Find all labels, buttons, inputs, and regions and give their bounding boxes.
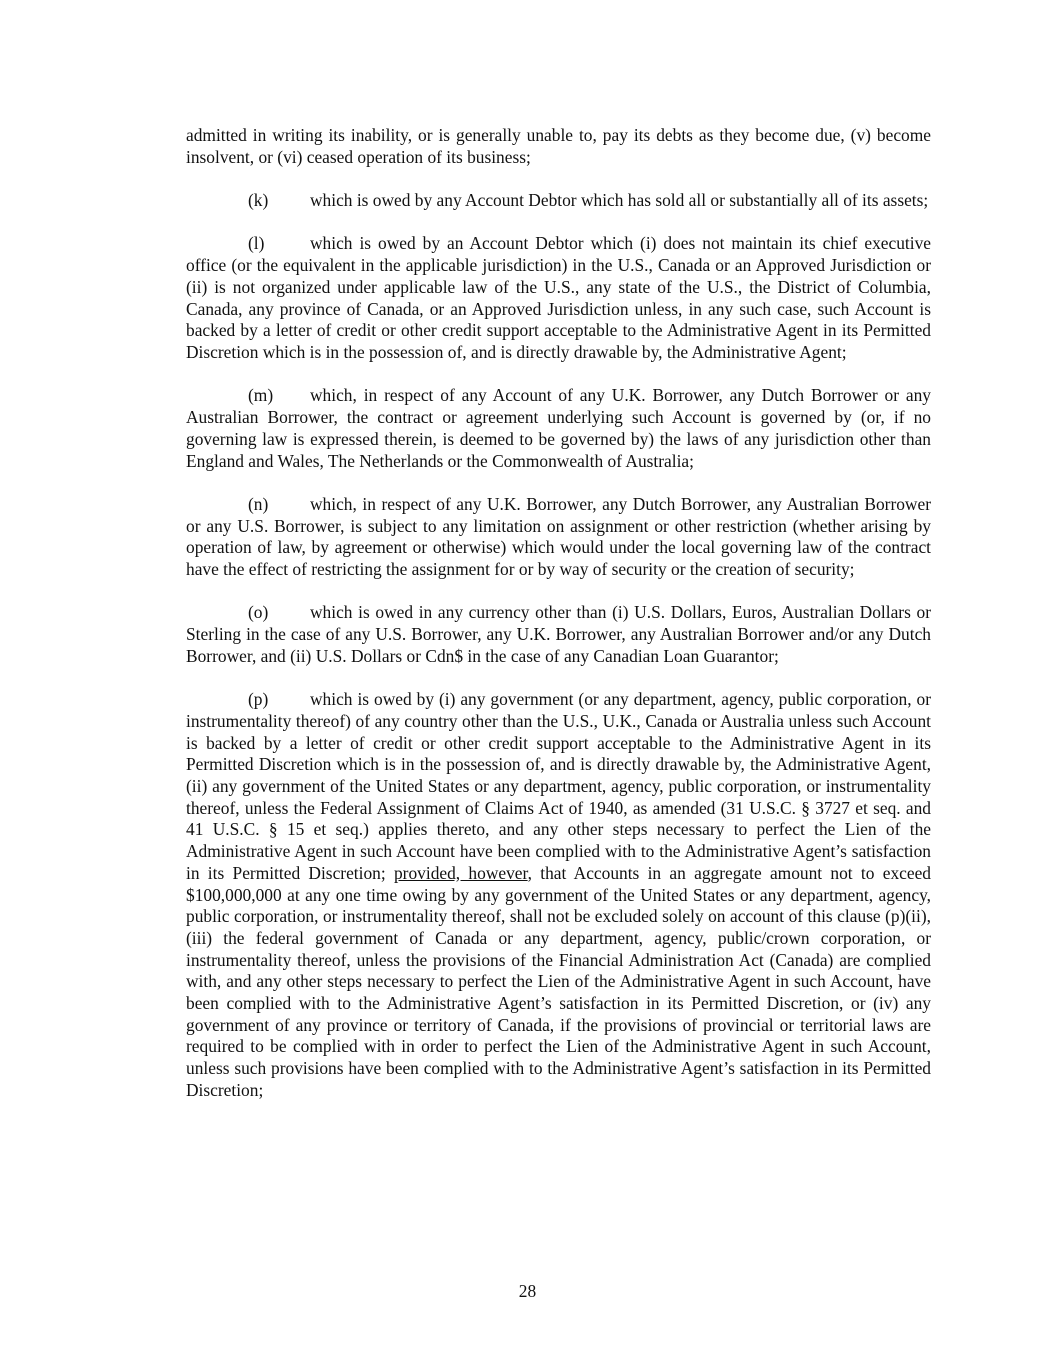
clause-m-label: (m) — [248, 385, 274, 406]
clause-o — [186, 602, 931, 667]
clause-l-text: which is owed by an Account Debtor which (i) does not maintain its chief executive office (or the equivalent in the applicable jurisdiction) in the U.S., Canada or an Approved Jurisdiction or (ii) is not organized under applicable law of the U.S., any state of the U.S., the District of Columbia, Canada, any province of Canada, or an Approved Jurisdiction unless, in any such case, such Account is backed by a letter of credit or other credit support acceptable to the Administrative Agent in its Permitted Discretion which is in the possession of, and is directly drawable by, the Administrative Agent; — [186, 233, 931, 362]
clause-p — [186, 689, 931, 1101]
clause-o-label: (o) — [248, 602, 269, 623]
clause-n-label: (n) — [248, 493, 269, 514]
document-page-body — [186, 125, 931, 1123]
clause-l — [186, 233, 931, 363]
clause-p-label: (p) — [248, 689, 269, 710]
continuation-paragraph: admitted in writing its inability, or is generally unable to, pay its debts as they become due, (v) become insolvent, or (vi) ceased operation of its business; — [186, 125, 931, 167]
clause-k-label: (k) — [248, 190, 269, 211]
clause-k-text: which is owed by any Account Debtor which has sold all or substantially all of its assets; — [310, 190, 929, 211]
clause-o-text: which is owed in any currency other than (i) U.S. Dollars, Euros, Australian Dollars or Sterling in the case of any U.S. Borrower, any U.K. Borrower, any Australian Borrower and/or any Dutch Borrower, and (ii) U.S. Dollars or Cdn$ in the case of any Canadian Loan Guarantor; — [186, 602, 931, 666]
clause-p-text-before: which is owed by (i) any government (or any department, agency, public corporation, or instrumentality thereof) of any country other than the U.S., U.K., Canada or Australia unless such Account is backed by a letter of credit or other credit support acceptable to the Administrative Agent in its Permitted Discretion which is in the possession of, and is directly drawable by, the Administrative Agent, (ii) any government of the United States or any department, agency, public corporation, or instrumentality thereof, unless the Federal Assignment of Claims Act of 1940, as amended (31 U.S.C. § 3727 et seq. and 41 U.S.C. § 15 et seq.) applies thereto, and any other steps necessary to perfect the Lien of the Administrative Agent in such Account have been complied with to the Administrative Agent’s satisfaction in its Permitted Discretion; — [186, 689, 931, 883]
clause-p-proviso-underlined: provided, however — [393, 862, 528, 883]
clause-m-text: which, in respect of any Account of any U.K. Borrower, any Dutch Borrower or any Australian Borrower, the contract or agreement underlying such Account is governed by (or, if no governing law is expressed therein, is deemed to be governed by) the laws of any jurisdiction other than England and Wales, The Netherlands or the Commonwealth of Australia; — [186, 385, 931, 471]
clause-k — [186, 190, 931, 212]
clause-n — [186, 494, 931, 581]
clause-l-label: (l) — [248, 233, 265, 254]
clause-n-text: which, in respect of any U.K. Borrower, any Dutch Borrower, any Australian Borrower or any U.S. Borrower, is subject to any limitation on assignment or other restriction (whether arising by operation of law, by agreement or otherwise) which would under the local governing law of the contract have the effect of restricting the assignment for or by way of security or the creation of security; — [186, 493, 931, 579]
page-number: 28 — [518, 1281, 537, 1301]
clause-m — [186, 385, 931, 472]
clause-p-text-after: , that Accounts in an aggregate amount not to exceed $100,000,000 at any one time owing by any government of the United States or any department, agency, public corporation, or instrumentality thereof, shall not be excluded solely on account of this clause (p)(ii), (iii) the federal government of Canada or any department, agency, public/crown corporation, or instrumentality thereof, unless the provisions of the Financial Administration Act (Canada) are complied with, and any other steps necessary to perfect the Lien of the Administrative Agent in such Account, have been complied with to the Administrative Agent’s satisfaction in its Permitted Discretion, or (iv) any government of any province or territory of Canada, if the provisions of provincial or territorial laws are required to be complied with in order to perfect the Lien of the Administrative Agent in such Account, unless such provisions have been complied with to the Administrative Agent’s satisfaction in its Permitted Discretion; — [186, 862, 931, 1100]
